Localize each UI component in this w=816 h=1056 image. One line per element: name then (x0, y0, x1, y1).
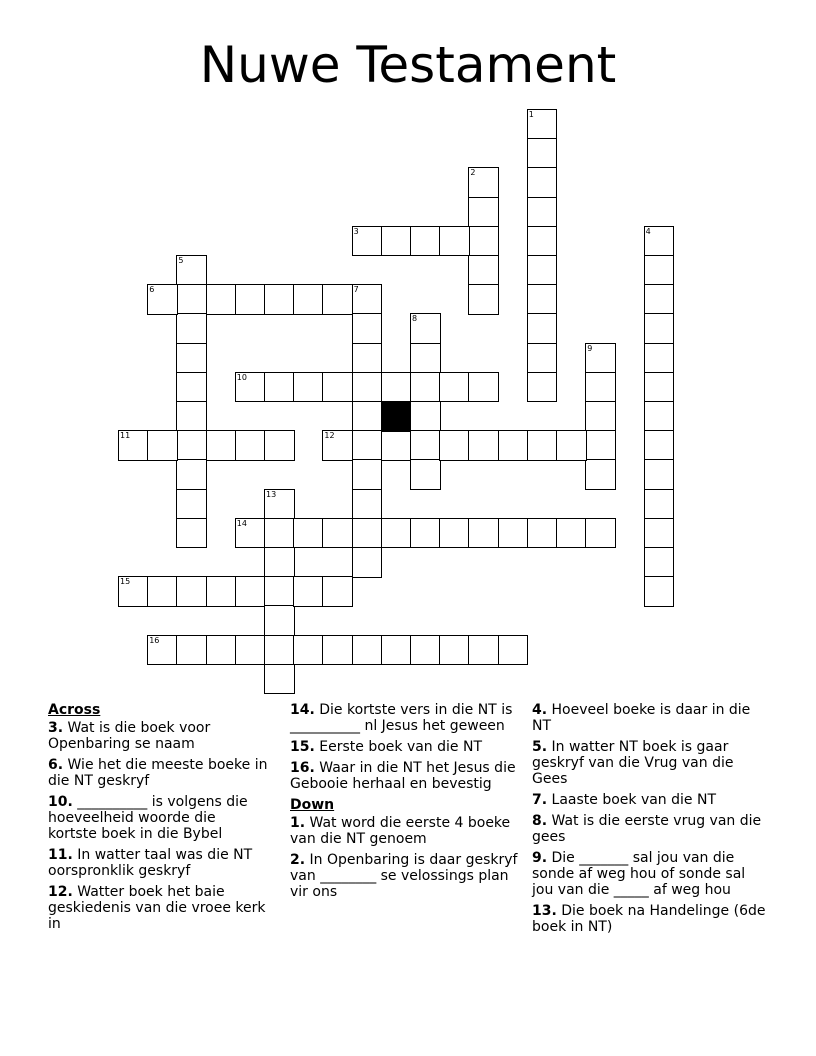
grid-cell[interactable] (644, 284, 675, 315)
grid-cell[interactable] (556, 430, 587, 461)
clue-text: Wat word die eerste 4 boeke van die NT genoem (290, 815, 511, 847)
clue-item (532, 903, 768, 935)
grid-cell[interactable] (585, 459, 616, 490)
clue-number-label: 1. (290, 815, 306, 831)
grid-cell[interactable] (468, 226, 499, 257)
grid-cell[interactable] (176, 372, 207, 403)
clue-number-label: 8. (532, 813, 548, 829)
clue-number: 1 (528, 110, 534, 119)
grid-cell[interactable] (527, 518, 558, 549)
grid-cell[interactable] (468, 197, 499, 228)
clue-text: Watter boek het baie geskiedenis van die vroee kerk in (48, 884, 266, 932)
grid-cell[interactable] (206, 284, 237, 315)
clue-item (290, 702, 518, 734)
clue-number-label: 16. (290, 760, 315, 776)
clue-item (532, 702, 768, 734)
grid-cell[interactable] (147, 576, 178, 607)
grid-cell[interactable] (147, 284, 178, 315)
clue-item (532, 850, 768, 898)
grid-cell[interactable] (644, 547, 675, 578)
grid-cell[interactable] (293, 372, 324, 403)
grid-cell[interactable] (644, 489, 675, 520)
grid-cell[interactable] (176, 576, 207, 607)
grid-cell[interactable] (352, 547, 383, 578)
clue-number: 4 (645, 226, 651, 236)
clue-text: Die kortste vers in die NT is __________ nl Jesus het geween (290, 702, 513, 734)
grid-cell[interactable] (527, 109, 558, 140)
grid-cell[interactable] (352, 489, 383, 520)
grid-cell[interactable] (118, 576, 149, 607)
grid-cell[interactable] (264, 489, 295, 520)
grid-cell[interactable] (235, 372, 266, 403)
clues-column-2 (290, 702, 518, 905)
grid-cell[interactable] (176, 635, 207, 666)
grid-cell[interactable] (468, 430, 499, 461)
grid-cell[interactable] (176, 518, 207, 549)
grid-cell[interactable] (439, 430, 470, 461)
grid-cell[interactable] (352, 343, 383, 374)
clue-number: 12 (324, 431, 335, 441)
grid-cell[interactable] (644, 313, 675, 344)
grid-cell[interactable] (293, 518, 324, 549)
grid-cell[interactable] (352, 313, 383, 344)
grid-cell[interactable] (176, 343, 207, 374)
grid-cell[interactable] (264, 635, 295, 666)
grid-cell[interactable] (410, 372, 441, 403)
grid-cell[interactable] (644, 401, 675, 432)
clue-number: 6 (149, 285, 155, 295)
clues-column-3 (532, 702, 768, 940)
clue-item (532, 813, 768, 845)
grid-cell[interactable] (644, 518, 675, 549)
grid-cell[interactable] (235, 635, 266, 666)
clue-text: Die boek na Handelinge (6de boek in NT) (532, 903, 766, 935)
grid-cell[interactable] (410, 459, 441, 490)
black-cell (381, 401, 412, 432)
clues-column-1 (48, 702, 268, 937)
grid-cell[interactable] (439, 635, 470, 666)
grid-cell[interactable] (264, 430, 295, 461)
grid-cell[interactable] (468, 518, 499, 549)
grid-cell[interactable] (585, 401, 616, 432)
clue-number-label: 4. (532, 702, 548, 718)
clue-item (532, 792, 768, 808)
clue-number-label: 15. (290, 739, 315, 755)
grid-cell[interactable] (176, 401, 207, 432)
grid-cell[interactable] (147, 635, 178, 666)
puzzle-title: Nuwe Testament (199, 36, 617, 94)
grid-cell[interactable] (527, 255, 558, 286)
grid-cell[interactable] (644, 372, 675, 403)
clue-number: 7 (353, 285, 359, 295)
grid-cell[interactable] (264, 284, 295, 315)
grid-cell[interactable] (585, 518, 616, 549)
grid-cell[interactable] (468, 284, 499, 315)
grid-cell[interactable] (585, 372, 616, 403)
clue-number: 9 (587, 343, 593, 353)
grid-cell[interactable] (410, 430, 441, 461)
grid-cell[interactable] (527, 313, 558, 344)
clue-number: 16 (149, 635, 160, 645)
grid-cell[interactable] (527, 372, 558, 403)
grid-cell[interactable] (352, 401, 383, 432)
grid-cell[interactable] (235, 576, 266, 607)
grid-cell[interactable] (264, 576, 295, 607)
grid-cell[interactable] (264, 547, 295, 578)
grid-cell[interactable] (352, 226, 383, 257)
grid-cell[interactable] (439, 518, 470, 549)
grid-cell[interactable] (264, 518, 295, 549)
grid-cell[interactable] (585, 343, 616, 374)
clue-number-label: 9. (532, 850, 548, 866)
clue-item (290, 852, 518, 900)
grid-cell[interactable] (352, 372, 383, 403)
grid-cell[interactable] (176, 430, 207, 461)
clue-number-label: 6. (48, 757, 64, 773)
clue-number-label: 11. (48, 847, 73, 863)
clue-number: 11 (120, 431, 131, 441)
grid-cell[interactable] (468, 372, 499, 403)
clue-item (48, 794, 268, 842)
grid-cell[interactable] (439, 226, 470, 257)
grid-cell[interactable] (527, 167, 558, 198)
grid-cell[interactable] (527, 343, 558, 374)
clue-item (48, 757, 268, 789)
clue-text: In Openbaring is daar geskryf van ________ se velossings plan vir ons (290, 852, 518, 900)
grid-cell[interactable] (468, 167, 499, 198)
clue-text: Eerste boek van die NT (314, 739, 482, 755)
grid-cell[interactable] (352, 518, 383, 549)
clue-number-label: 10. (48, 794, 73, 810)
grid-cell[interactable] (439, 372, 470, 403)
clue-item (290, 815, 518, 847)
clue-number: 2 (470, 168, 476, 178)
clue-text: Wat is die boek voor Openbaring se naam (48, 720, 211, 752)
clue-number-label: 3. (48, 720, 64, 736)
grid-cell[interactable] (235, 430, 266, 461)
grid-cell[interactable] (264, 605, 295, 636)
grid-cell[interactable] (176, 313, 207, 344)
clue-text: Wat is die eerste vrug van die gees (532, 813, 762, 845)
clue-number: 10 (236, 372, 247, 382)
clue-text: Die _______ sal jou van die sonde af weg hou of sonde sal jou van die _____ af weg hou (532, 850, 746, 898)
clue-item (48, 720, 268, 752)
grid-cell[interactable] (322, 635, 353, 666)
clue-text: In watter NT boek is gaar geskryf van die Vrug van die Gees (532, 739, 734, 787)
grid-cell[interactable] (235, 284, 266, 315)
grid-cell[interactable] (147, 430, 178, 461)
grid-cell[interactable] (381, 226, 412, 257)
clue-text: In watter taal was die NT oorspronklik geskryf (48, 847, 253, 879)
grid-cell[interactable] (264, 372, 295, 403)
grid-cell[interactable] (293, 635, 324, 666)
grid-cell[interactable] (352, 430, 383, 461)
grid-cell[interactable] (352, 459, 383, 490)
grid-cell[interactable] (644, 459, 675, 490)
grid-cell[interactable] (322, 284, 353, 315)
clue-number: 3 (353, 226, 359, 236)
grid-cell[interactable] (352, 284, 383, 315)
grid-cell[interactable] (498, 518, 529, 549)
clue-text: Laaste boek van die NT (547, 792, 716, 808)
grid-cell[interactable] (498, 430, 529, 461)
clue-number: 15 (120, 577, 131, 587)
grid-cell[interactable] (293, 284, 324, 315)
grid-cell[interactable] (206, 430, 237, 461)
grid-cell[interactable] (527, 197, 558, 228)
grid-cell[interactable] (410, 401, 441, 432)
clue-number: 14 (236, 518, 247, 528)
grid-cell[interactable] (381, 372, 412, 403)
grid-cell[interactable] (556, 518, 587, 549)
grid-cell[interactable] (381, 430, 412, 461)
across-heading: Across (48, 702, 101, 718)
grid-cell[interactable] (410, 343, 441, 374)
grid-cell[interactable] (322, 518, 353, 549)
clue-number-label: 13. (532, 903, 557, 919)
grid-cell[interactable] (352, 635, 383, 666)
clue-number-label: 2. (290, 852, 306, 868)
grid-cell[interactable] (264, 664, 295, 695)
grid-cell[interactable] (527, 284, 558, 315)
clue-item (532, 739, 768, 787)
clue-number-label: 7. (532, 792, 548, 808)
clue-text: Hoeveel boeke is daar in die NT (532, 702, 751, 734)
grid-cell[interactable] (176, 284, 207, 315)
clue-number: 13 (266, 489, 277, 499)
grid-cell[interactable] (585, 430, 616, 461)
clue-number: 5 (178, 256, 184, 265)
grid-cell[interactable] (410, 635, 441, 666)
down-heading: Down (290, 797, 335, 813)
grid-cell[interactable] (118, 430, 149, 461)
grid-cell[interactable] (644, 343, 675, 374)
grid-cell[interactable] (206, 635, 237, 666)
clue-text: Waar in die NT het Jesus die Gebooie herhaal en bevestig (290, 760, 516, 792)
grid-cell[interactable] (176, 255, 207, 286)
grid-cell[interactable] (498, 635, 529, 666)
grid-cell[interactable] (527, 226, 558, 257)
clue-text: __________ is volgens die hoeveelheid woorde die kortste boek in die Bybel (48, 794, 248, 842)
grid-cell[interactable] (322, 372, 353, 403)
grid-cell[interactable] (176, 459, 207, 490)
grid-cell[interactable] (527, 138, 558, 169)
clue-number-label: 12. (48, 884, 73, 900)
grid-cell[interactable] (293, 576, 324, 607)
grid-cell[interactable] (381, 518, 412, 549)
grid-cell[interactable] (644, 255, 675, 286)
grid-cell[interactable] (322, 430, 353, 461)
grid-cell[interactable] (410, 313, 441, 344)
clue-number-label: 14. (290, 702, 315, 718)
clue-item (290, 760, 518, 792)
grid-cell[interactable] (410, 226, 441, 257)
grid-cell[interactable] (235, 518, 266, 549)
grid-cell[interactable] (644, 226, 675, 257)
grid-cell[interactable] (322, 576, 353, 607)
grid-cell[interactable] (381, 635, 412, 666)
clue-item (48, 847, 268, 879)
grid-cell[interactable] (468, 255, 499, 286)
grid-cell[interactable] (468, 635, 499, 666)
grid-cell[interactable] (527, 430, 558, 461)
grid-cell[interactable] (644, 430, 675, 461)
grid-cell[interactable] (206, 576, 237, 607)
clue-number-label: 5. (532, 739, 548, 755)
grid-cell[interactable] (176, 489, 207, 520)
clue-text: Wie het die meeste boeke in die NT geskryf (48, 757, 268, 789)
grid-cell[interactable] (410, 518, 441, 549)
clue-item (290, 739, 518, 755)
clue-item (48, 884, 268, 932)
grid-cell[interactable] (644, 576, 675, 607)
clue-number: 8 (412, 314, 418, 324)
